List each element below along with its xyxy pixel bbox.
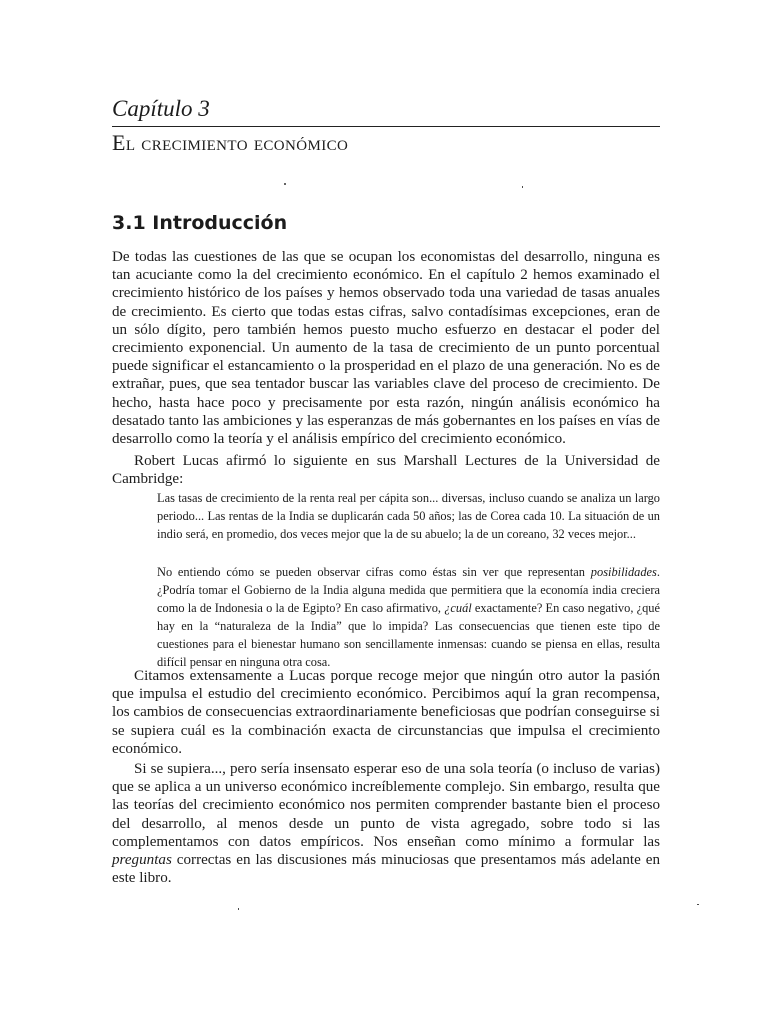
paragraph-if-we-knew [112,760,660,887]
section-title: 3.1 Introducción [112,212,288,234]
quote-paragraph-1: Las tasas de crecimiento de la renta real per cápita son... diversas, incluso cuando se analiza un largo periodo... Las rentas de la India se duplicarán cada 50 años; las de Corea cada 10. La situación de un indio será, en promedio, dos veces mejor que la de su abuelo; la de un coreano, 32 veces mejor... [157,491,660,541]
paragraph-lucas-passion: Citamos extensamente a Lucas porque recoge mejor que ningún otro autor la pasión que impulsa el estudio del crecimiento económico. Percibimos aquí la gran recompensa, los cambios de consecuencias extraordinariamente beneficiosas que podrían conseguirse si se supiera cuál es la combinación exacta de circunstancias que impulsa el crecimiento económico. [112,668,660,757]
chapter-label: Capítulo 3 [112,96,210,121]
chapter-rule [112,126,660,127]
scan-speck [284,183,286,185]
chapter-title: El crecimiento económico [112,130,349,155]
paragraph-lucas-intro: Robert Lucas afirmó lo siguiente en sus Marshall Lectures de la Universidad de Cambridge: [112,453,660,488]
quote-text: No entiendo cómo se pueden observar cifras como éstas sin ver que representan [157,565,591,579]
paragraph-intro: De todas las cuestiones de las que se ocupan los economistas del desarrollo, ninguna es tan acuciante como la del crecimiento económico. En el capítulo 2 hemos examinado el crecimiento histórico de los países y hemos observado toda una variedad de tasas anuales de crecimiento. Es cierto que todas estas cifras, salvo contadísimas excepciones, eran de un sólo dígito, pero también hemos puesto mucho esfuerzo en destacar el poder del crecimiento exponencial. Un aumento de la tasa de crecimiento de un punto porcentual puede significar el estancamiento o la prosperidad en el plazo de una generación. No es de extrañar, pues, que sea tentador buscar las variables clave del proceso de crecimiento. De hecho, hasta hace poco y precisamente por esta razón, ningún análisis económico ha desatado tanto las ambiciones y las esperanzas de más gobernantes en los países en vías de desarrollo como la teoría y el análisis empírico del crecimiento económico. [112,249,660,448]
quote-emphasis: ¿cuál [444,601,472,615]
paragraph-text: correctas en las discusiones más minuciosas que presentamos más adelante en este libro. [112,852,660,887]
quote-text: . ¿Podría tomar el Gobierno de la India alguna medida que permitiera que la economía india creciera como la de Indonesia o la de Egipto? En caso afirmativo, [157,565,660,615]
paragraph-text: Si se supiera..., pero sería insensato esperar eso de una sola teoría (o incluso de varias) que se aplica a un universo económico increíblemente complejo. Sin embargo, resulta que las teorías del crecimiento económico nos permiten comprender bastante bien el proceso del desarrollo, al menos desde un punto de vista agregado, sobre todo si las complementamos con datos empíricos. Nos enseñan como mínimo a formular las [112,761,660,850]
scan-speck [522,186,523,188]
paragraph-emphasis: preguntas [112,852,172,869]
scan-speck [238,908,239,910]
quote-paragraph-2 [157,563,660,671]
quote-emphasis: posibilidades [590,565,657,579]
scan-speck [697,904,699,905]
quote-text: exactamente? En caso negativo, ¿qué hay en la “naturaleza de la India” que lo impida? Las consecuencias que tienen este tipo de cuestiones para el bienestar humano son sencillamente inmensas: cuando se piensa en ellas, resulta difícil pensar en ninguna otra cosa. [157,601,660,669]
